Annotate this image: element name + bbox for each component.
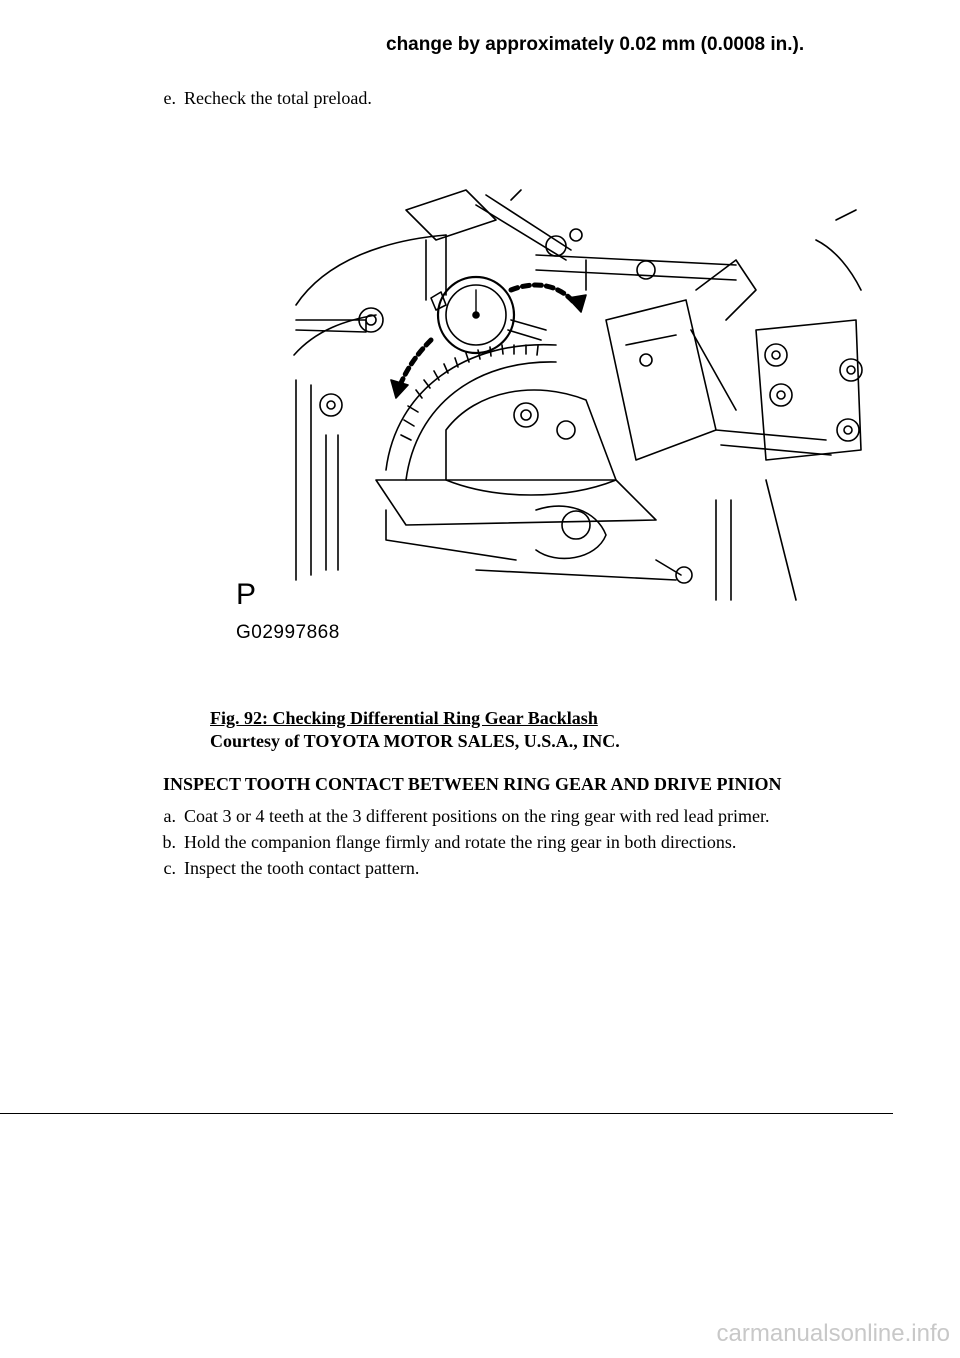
step-e <box>148 88 372 109</box>
step-label: e. <box>163 88 176 108</box>
step-text: Coat 3 or 4 teeth at the 3 different positions on the ring gear with red lead primer. <box>184 806 770 826</box>
step-text: Hold the companion flange firmly and rotate the ring gear in both directions. <box>184 832 737 852</box>
step-text: Inspect the tooth contact pattern. <box>184 858 420 878</box>
step-label: a. <box>163 806 176 826</box>
step-a <box>148 806 770 827</box>
footer-rule <box>0 1113 893 1114</box>
step-label: c. <box>163 858 176 878</box>
figure-code: G02997868 <box>236 622 340 643</box>
step-c <box>148 858 419 879</box>
header-note: change by approximately 0.02 mm (0.0008 in.). <box>386 34 805 55</box>
figure-caption-courtesy: Courtesy of TOYOTA MOTOR SALES, U.S.A., INC. <box>210 731 620 751</box>
step-b <box>148 832 736 853</box>
figure-caption-title[interactable]: Fig. 92: Checking Differential Ring Gear Backlash <box>210 708 598 728</box>
step-label: b. <box>162 832 176 852</box>
figure-letter: P <box>236 578 257 611</box>
step-text: Recheck the total preload. <box>184 88 372 108</box>
differential-backlash-illustration <box>236 180 866 650</box>
watermark: carmanualsonline.info <box>716 1320 950 1347</box>
section-heading: INSPECT TOOTH CONTACT BETWEEN RING GEAR AND DRIVE PINION <box>163 774 782 794</box>
